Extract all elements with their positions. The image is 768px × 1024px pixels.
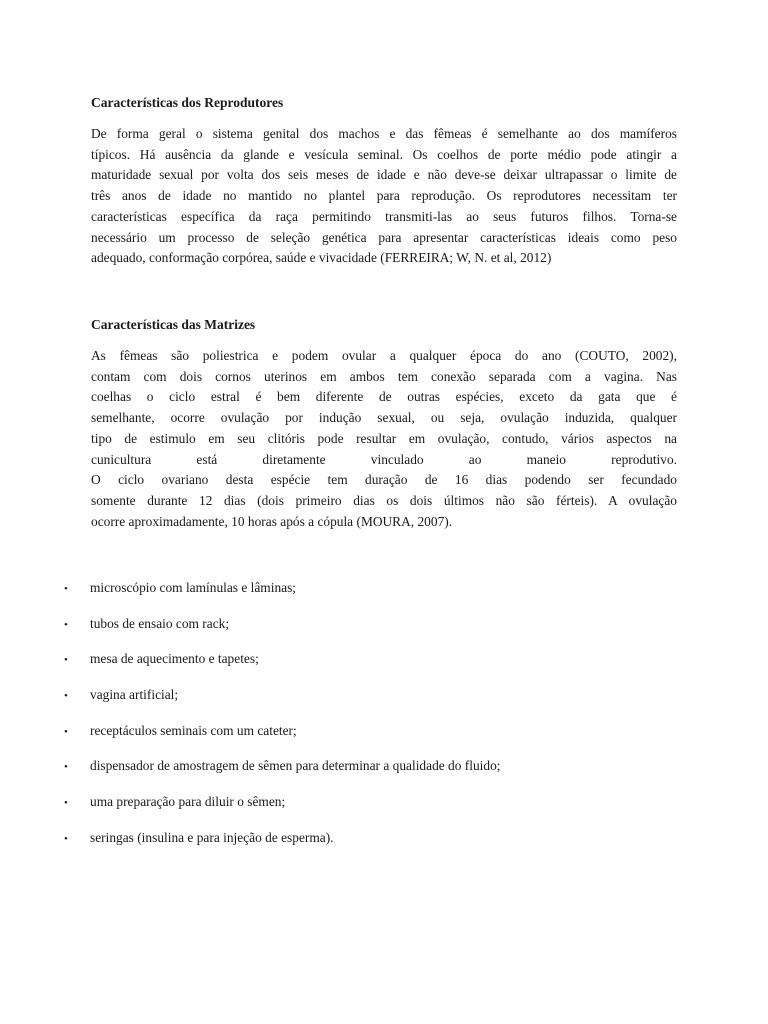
list-item	[0, 685, 768, 721]
paragraph-line: ocorre aproximadamente, 10 horas após a cópula (MOURA, 2007).	[91, 513, 453, 529]
list-item	[0, 614, 768, 650]
paragraph-line: somente durante 12 dias (dois primeiro dias os dois últimos não são férteis). A ovulação	[91, 492, 677, 508]
bullet-icon: •	[64, 690, 68, 703]
section-paragraph	[91, 124, 677, 269]
section-reprodutores	[91, 94, 677, 269]
paragraph-line: As fêmeas são poliestrica e podem ovular a qualquer época do ano (COUTO, 2002),	[91, 348, 677, 363]
list-item-text: tubos de ensaio com rack;	[90, 615, 230, 631]
paragraph-line: coelhas o ciclo estral é bem diferente de outras espécies, exceto da gata que é	[91, 389, 677, 405]
paragraph-line: O ciclo ovariano desta espécie tem duração de 16 dias podendo ser fecundado	[91, 472, 677, 488]
bullet-icon: •	[64, 832, 68, 845]
paragraph-line: adequado, conformação corpórea, saúde e vivacidade (FERREIRA; W, N. et al, 2012)	[91, 250, 552, 266]
list-item	[0, 721, 768, 757]
list-item-text: receptáculos seminais com um cateter;	[90, 722, 297, 738]
list-item	[0, 828, 768, 864]
list-item	[0, 756, 768, 792]
section-heading: Características dos Reprodutores	[91, 95, 284, 110]
bullet-icon: •	[64, 618, 68, 631]
list-item	[0, 792, 768, 828]
bullet-icon: •	[64, 725, 68, 738]
bullet-icon: •	[64, 797, 68, 810]
bullet-icon: •	[64, 761, 68, 774]
list-item-text: vagina artificial;	[90, 687, 179, 703]
paragraph-line: três anos de idade no mantido no plantel para reprodução. Os reprodutores necessitam ter	[91, 188, 677, 204]
list-item-text: uma preparação para diluir o sêmen;	[90, 794, 286, 810]
section-heading: Características das Matrizes	[91, 317, 256, 332]
paragraph-line: cunicultura está diretamente vinculado ao maneio reprodutivo.	[91, 451, 677, 467]
list-item-text: dispensador de amostragem de sêmen para determinar a qualidade do fluido;	[90, 758, 501, 774]
list-item-text: seringas (insulina e para injeção de esperma).	[90, 829, 334, 845]
list-item-text: microscópio com lamínulas e lâminas;	[90, 580, 297, 595]
equipment-list	[0, 578, 768, 864]
list-item-text: mesa de aquecimento e tapetes;	[90, 651, 259, 667]
paragraph-line: contam com dois cornos uterinos em ambos tem conexão separada com a vagina. Nas	[91, 368, 677, 384]
paragraph-line: necessário um processo de seleção genética para apresentar características ideais como peso	[91, 229, 677, 245]
list-item	[0, 649, 768, 685]
bullet-icon: •	[64, 583, 68, 595]
paragraph-line: semelhante, ocorre ovulação por indução sexual, ou seja, ovulação induzida, qualquer	[91, 410, 677, 426]
list-item	[0, 578, 768, 614]
section-paragraph	[91, 346, 677, 532]
paragraph-line: De forma geral o sistema genital dos machos e das fêmeas é semelhante ao dos mamíferos	[91, 126, 677, 141]
paragraph-line: maturidade sexual por volta dos seis meses de idade e não deve-se deixar ultrapassar o limite de	[91, 167, 677, 183]
paragraph-line: características específica da raça permitindo transmiti-las ao seus futuros filhos. Torna-se	[91, 208, 677, 224]
paragraph-line: tipo de estimulo em seu clitóris pode resultar em ovulação, contudo, vários aspectos na	[91, 430, 677, 446]
paragraph-line: típicos. Há ausência da glande e vesícula seminal. Os coelhos de porte médio pode atingir a	[91, 146, 677, 162]
section-matrizes	[91, 316, 677, 532]
bullet-icon: •	[64, 654, 68, 667]
